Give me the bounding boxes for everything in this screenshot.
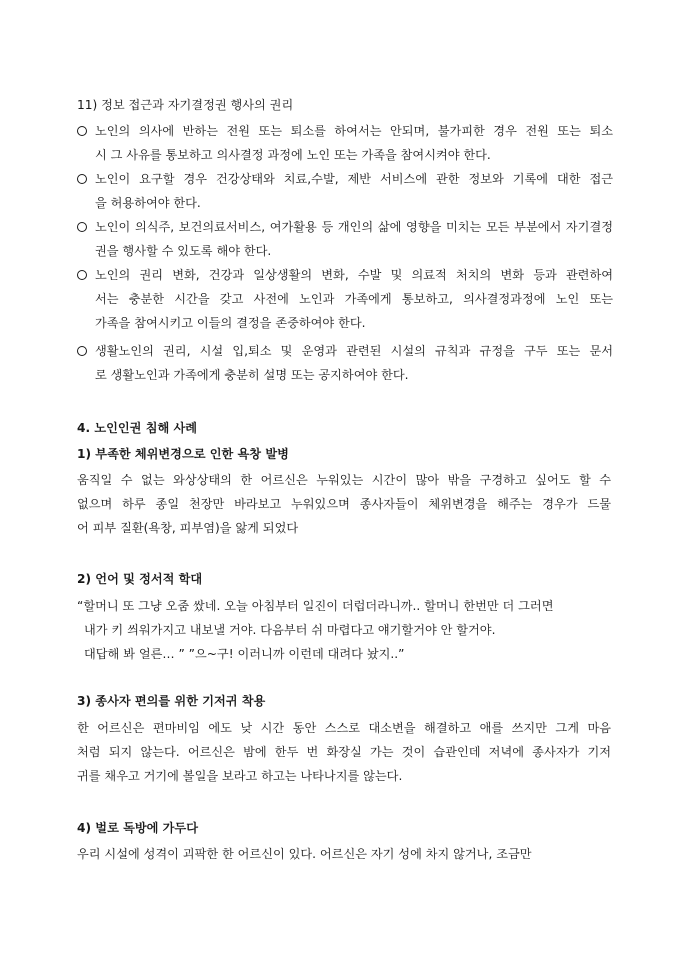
section-11-item-3-line-1: 노인이 의식주, 보건의료서비스, 여가활용 등 개인의 삶에 영향을 미치는 모든 부분에서 자기결정 <box>95 220 613 234</box>
case-2-title: 2) 언어 및 정서적 학대 <box>77 572 203 586</box>
section-11-item-1-line-1: 노인의 의사에 반하는 전원 또는 퇴소를 하여서는 안되며, 불가피한 경우 전원 또는 퇴소 <box>95 124 613 138</box>
circle-bullet-icon <box>77 346 87 356</box>
circle-bullet-icon <box>77 270 87 280</box>
section-11-item-3-line-2: 권을 행사할 수 있도록 해야 한다. <box>95 244 272 258</box>
section-11-item-4-line-3: 가족을 참여시키고 이들의 결정을 존중하여야 한다. <box>95 316 366 330</box>
section-4-heading: 4. 노인인권 침해 사례 <box>77 421 198 435</box>
case-2-line-1: “할머니 또 그냥 오줌 쌌네. 오늘 아침부터 일진이 더럽더라니까.. 할머니 한번만 더 그러면 <box>77 599 554 613</box>
case-4-line-1: 우리 시설에 성격이 괴팍한 한 어르신이 있다. 어르신은 자기 성에 차지 않거나, 조금만 <box>77 847 532 861</box>
case-1-title: 1) 부족한 체위변경으로 인한 욕창 발병 <box>77 447 289 461</box>
circle-bullet-icon <box>77 222 87 232</box>
section-11-item-4-line-1: 노인의 권리 변화, 건강과 일상생활의 변화, 수발 및 의료적 처치의 변화 등과 관련하여 <box>95 268 613 282</box>
case-1-line-1: 움직일 수 없는 와상상태의 한 어르신은 누워있는 시간이 많아 밖을 구경하고 싶어도 할 수 <box>77 473 611 487</box>
section-11-heading: 11) 정보 접근과 자기결정권 행사의 권리 <box>77 98 294 112</box>
case-2-line-2: 내가 키 씌워가지고 내보낼 거야. 다음부터 쉬 마렵다고 얘기할거야 안 할거야. <box>84 623 496 637</box>
section-11-item-2-line-2: 을 허용하여야 한다. <box>95 196 201 210</box>
section-11-item-4-line-2: 서는 충분한 시간을 갖고 사전에 노인과 가족에게 통보하고, 의사결정과정에 노인 또는 <box>95 292 613 306</box>
section-11-item-5-line-1: 생활노인의 권리, 시설 입,퇴소 및 운영과 관련된 시설의 규칙과 규정을 구두 또는 문서 <box>95 344 613 358</box>
case-4-title: 4) 벌로 독방에 가두다 <box>77 821 198 835</box>
case-3-line-2: 처럼 되지 않는다. 어르신은 밤에 한두 번 화장실 가는 것이 습관인데 저녁에 종사자가 기저 <box>77 745 611 759</box>
section-11-item-1-line-2: 시 그 사유를 통보하고 의사결정 과정에 노인 또는 가족을 참여시켜야 한다. <box>95 148 491 162</box>
circle-bullet-icon <box>77 174 87 184</box>
case-3-line-3: 귀를 채우고 거기에 볼일을 보라고 하고는 나타나지를 않는다. <box>77 769 403 783</box>
case-3-title: 3) 종사자 편의를 위한 기저귀 착용 <box>77 694 266 708</box>
case-1-line-2: 없으며 하루 종일 천장만 바라보고 누워있으며 종사자들이 체위변경을 해주는 경우가 드물 <box>77 497 611 511</box>
section-11-item-5-line-2: 로 생활노인과 가족에게 충분히 설명 또는 공지하여야 한다. <box>95 368 409 382</box>
circle-bullet-icon <box>77 126 87 136</box>
case-2-line-3: 대답해 봐 얼른… ” ”으~구! 이러니까 이런데 대려다 놨지..” <box>84 647 405 661</box>
section-11-item-2-line-1: 노인이 요구할 경우 건강상태와 치료,수발, 제반 서비스에 관한 정보와 기록에 대한 접근 <box>95 172 613 186</box>
case-1-line-3: 어 피부 질환(욕창, 피부염)을 앓게 되었다 <box>77 521 299 535</box>
case-3-line-1: 한 어르신은 편마비임 에도 낮 시간 동안 스스로 대소변을 해결하고 애를 쓰지만 그게 마음 <box>77 721 611 735</box>
